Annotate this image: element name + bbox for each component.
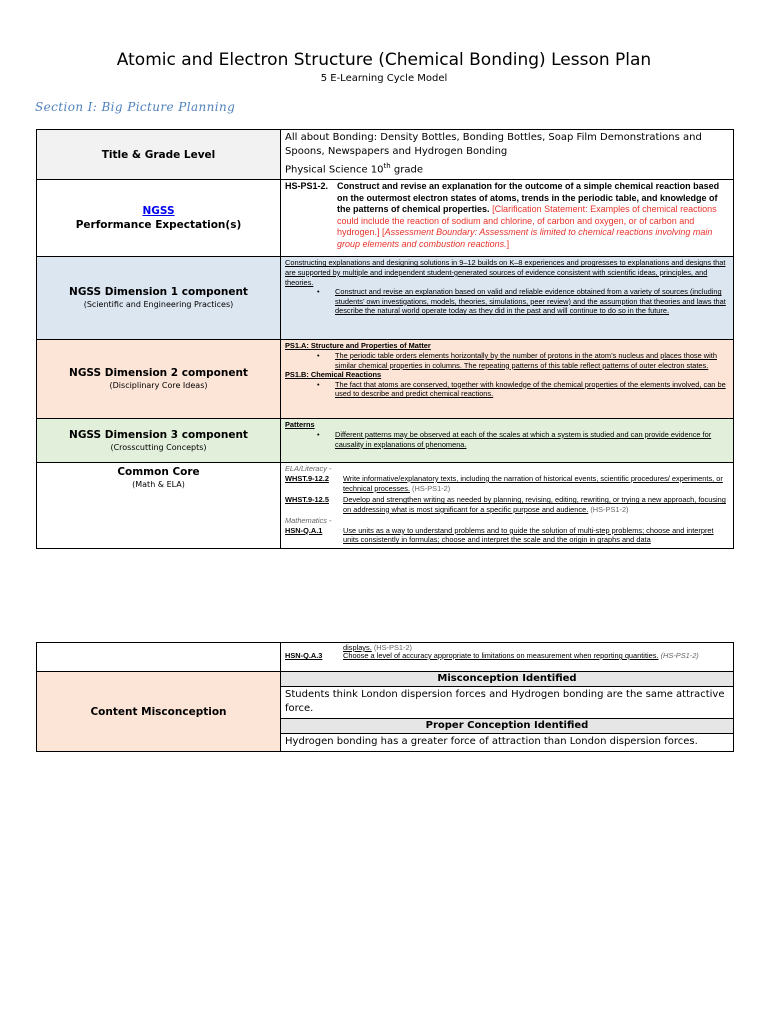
planning-table [36, 129, 734, 549]
common-core-label: Common Core [117, 466, 200, 479]
dci-bullet-ps1a: • The periodic table orders elements horizontally by the number of protons in the atom’s nucleus and places those with similar chemical properties in columns. The repeating patterns of this table reflect patterns of outer electron states. [285, 351, 729, 370]
dimension2-sub: (Disciplinary Core Ideas) [109, 381, 208, 391]
dci-heading-ps1a: PS1.A: Structure and Properties of Matter [285, 341, 431, 351]
table-row [37, 463, 734, 549]
title-grade-label: Title & Grade Level [101, 148, 216, 161]
table-row [37, 643, 734, 672]
list-item: HSN-Q.A.3 Choose a level of accuracy appropriate to limitations on measurement when reporting quantities. (HS-PS1-2) [285, 651, 699, 660]
performance-expectation-label: Performance Expectation(s) [75, 219, 242, 232]
table-row [37, 340, 734, 419]
common-core-label-cell [37, 463, 281, 549]
continuation-label-cell [37, 643, 281, 672]
content-misconception-label: Content Misconception [90, 705, 227, 718]
dimension3-label-cell [37, 419, 281, 463]
common-core-sub: (Math & ELA) [132, 480, 185, 490]
grade-level: Physical Science 10th grade [285, 162, 423, 176]
ngss-link[interactable]: NGSS [142, 205, 175, 218]
document-subtitle: 5 E-Learning Cycle Model [320, 73, 448, 84]
dimension1-intro: Constructing explanations and designing solutions in 9–12 builds on K–8 experiences and progresses to explanations and designs that are supported by multiple and independent student-generated sources of evidence consistent with scientific ideas, principles, and theories. [285, 258, 726, 287]
table-row [37, 419, 734, 463]
continuation-cell [281, 643, 734, 672]
ela-heading: ELA/Literacy - [285, 464, 332, 474]
table-row [37, 257, 734, 340]
proper-conception-text: Hydrogen bonding has a greater force of attraction than London dispersion forces. [281, 734, 734, 752]
misconception-label-cell [37, 672, 281, 752]
dimension2-label-cell [37, 340, 281, 419]
dci-heading-ps1b: PS1.B: Chemical Reactions [285, 370, 382, 380]
dimension3-sub: (Crosscutting Concepts) [110, 442, 207, 452]
list-item: WHST.9-12.5 Develop and strengthen writing as needed by planning, revising, editing, rewriting, or trying a new approach, focusing on addressing what is most significant for a specific purpose and audience. (HS-PS1-2) [285, 495, 726, 514]
assessment-boundary: Assessment Boundary: Assessment is limited to chemical reactions involving main group elements and combustion reactions. [337, 227, 713, 249]
crosscutting-bullet: • Different patterns may be observed at each of the scales at which a system is studied and can provide evidence for causality in explanations of phenomena. [285, 430, 729, 449]
list-item: HSN-Q.A.1 Use units as a way to understand problems and to guide the solution of multi-step problems; choose and interpret units consistently in formulas; choose and interpret the scale and the origin in graphs and data [285, 525, 714, 545]
document-title: Atomic and Electron Structure (Chemical Bonding) Lesson Plan [116, 50, 652, 70]
dci-bullet-ps1b: • The fact that atoms are conserved, together with knowledge of the chemical properties of the elements involved, can be used to describe and predict chemical reactions. [285, 380, 729, 399]
proper-conception-header: Proper Conception Identified [281, 719, 734, 734]
dimension3-cell [281, 419, 734, 463]
misconception-table [36, 642, 734, 752]
table-row [37, 672, 734, 687]
common-core-cell [281, 463, 734, 549]
clarification-statement: [Clarification Statement: Examples of chemical reactions could include the reaction of sodium and chlorine, of carbon and oxygen, or of carbon and hydrogen.] [337, 204, 717, 238]
misconception-header: Misconception Identified [281, 672, 734, 687]
title-grade-value-cell [281, 130, 734, 180]
dimension2-cell [281, 340, 734, 419]
table-row [37, 130, 734, 180]
list-item: WHST.9-12.2 Write informative/explanatory texts, including the narration of historical events, scientific procedures/ experiments, or technical processes. (HS-PS1-2) [285, 473, 723, 493]
dimension1-cell [281, 257, 734, 340]
dimension1-bullet: • Construct and revise an explanation based on valid and reliable evidence obtained from a variety of sources (including students’ own investigations, models, theories, simulations, peer review) and the assumption that theories and laws that describe the natural world operate today as they did in the past and will continue to do so in the future. [285, 287, 729, 316]
math-heading: Mathematics - [285, 516, 332, 526]
lesson-title: All about Bonding: Density Bottles, Bonding Bottles, Soap Film Demonstrations and Spoons, Newspapers and Hydrogen Bonding [285, 132, 702, 157]
dimension1-sub: (Scientific and Engineering Practices) [83, 300, 234, 310]
title-grade-label-cell [37, 130, 281, 180]
pe-code: HS-PS1-2. [285, 181, 329, 192]
section-heading: Section I: Big Picture Planning [35, 100, 236, 114]
dimension1-label-cell [37, 257, 281, 340]
dimension3-label: NGSS Dimension 3 component [69, 428, 248, 441]
crosscutting-heading: Patterns [285, 420, 315, 430]
dimension1-label: NGSS Dimension 1 component [69, 286, 248, 299]
continued-text: displays. (HS-PS1-2) [343, 643, 413, 652]
ngss-label-cell [37, 180, 281, 257]
table-row [37, 180, 734, 257]
performance-expectation-cell [281, 180, 734, 257]
pe-text: Construct and revise an explanation for the outcome of a simple chemical reaction based on the outermost electron states of atoms, trends in the periodic table, and knowledge of the patterns of chemical properties. [Clarification Statement: Examples of chemical reactions could include the reaction of sodium and chlorine, of carbon and oxygen, or of carbon and hydrogen.] [Assessment Boundary: Assessment is limited to chemical reactions involving main group elements and combustion reactions.] [337, 181, 720, 249]
dimension2-label: NGSS Dimension 2 component [69, 367, 248, 380]
misconception-text: Students think London dispersion forces and Hydrogen bonding are the same attractive force. [281, 687, 734, 719]
